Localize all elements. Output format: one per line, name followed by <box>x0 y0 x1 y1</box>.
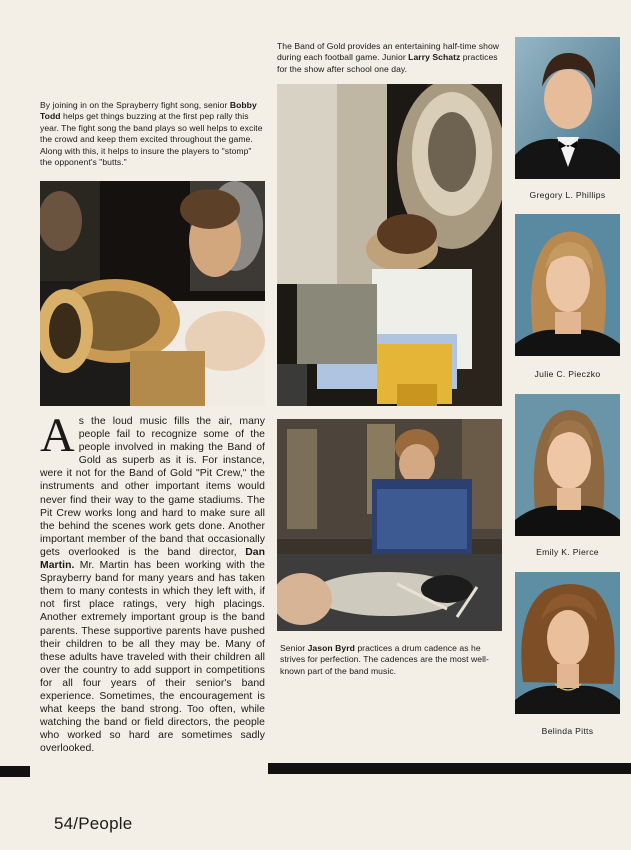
caption-name-larry-schatz: Larry Schatz <box>408 52 461 63</box>
article-body: As the loud music fills the air, many people fail to recognize some of the people involved in making the Band of Gold as superb as it is. For instance, were it not for the Band of Gold "Pit Crew," the instruments and other important items would never find their way to the game stadiums. The Pit Crew works long and hard to make sure all the behind the scenes work gets done. Another important member of the band that occasionally gets overlooked is the band director, Dan Martin. Mr. Martin has been working with the Sprayberry band for many years and has taken them to many contests in which they left with, if not first place ratings, very high placings. Another extremely important group is the band parents. These supportive parents have pushed their children to be all they may be. Many of these adults have traveled with their children all over the country to add support in competitions for all four years of their senior's band experience. Sometimes, the encouragement is what keeps the band strong. Too often, while watching the band or field directors, the people who worked so hard are sometimes sadly overlooked. <box>40 409 265 755</box>
portrait-name-gregory-phillips: Gregory L. Phillips <box>529 190 606 200</box>
halftime-caption: The Band of Gold provides an entertaining half-time show during each football game. Junior Larry Schatz practices for the show after school one day. <box>277 41 500 74</box>
page-folio: 54/People <box>54 814 133 833</box>
photo-drum-practice-image <box>277 419 502 631</box>
drum-caption: Senior Jason Byrd practices a drum cadence as he strives for perfection. The cadences are the most well-known part of the band music. <box>280 643 489 676</box>
photo-fight-song <box>40 181 265 406</box>
photo-sousaphone-image <box>277 84 502 406</box>
portrait-name-julie-pieczko: Julie C. Pieczko <box>534 369 601 379</box>
portrait-julie-pieczko-image <box>515 214 620 356</box>
portrait-emily-pierce <box>515 394 620 536</box>
drop-cap: A <box>40 409 75 462</box>
caption-name-bobby-todd: Bobby Todd <box>40 100 257 122</box>
photo-drum-practice <box>277 419 502 631</box>
portrait-julie-pieczko <box>515 214 620 356</box>
portrait-name-belinda-pitts: Belinda Pitts <box>541 726 594 736</box>
portrait-belinda-pitts <box>515 572 620 714</box>
photo-sousaphone <box>277 84 502 406</box>
portrait-emily-pierce-image <box>515 394 620 536</box>
caption-name-jason-byrd: Jason Byrd <box>307 643 355 653</box>
rule-bar-right <box>268 763 631 774</box>
fightsong-caption: By joining in on the Sprayberry fight song, senior Bobby Todd helps get things buzzing at the first pep rally this year. The fight song the band plays so well helps to excite the crowd and keep them excited throughout the game. Along with this, it helps to insure the players to "stomp" the opponent's "butts." <box>40 100 263 168</box>
portrait-gregory-phillips-image <box>515 37 620 179</box>
article-name-dan-martin: Dan Martin. <box>40 546 265 572</box>
rule-bar-left <box>0 766 30 777</box>
portrait-name-emily-pierce: Emily K. Pierce <box>536 547 599 557</box>
portrait-gregory-phillips <box>515 37 620 179</box>
portrait-belinda-pitts-image <box>515 572 620 714</box>
photo-fight-song-image <box>40 181 265 406</box>
